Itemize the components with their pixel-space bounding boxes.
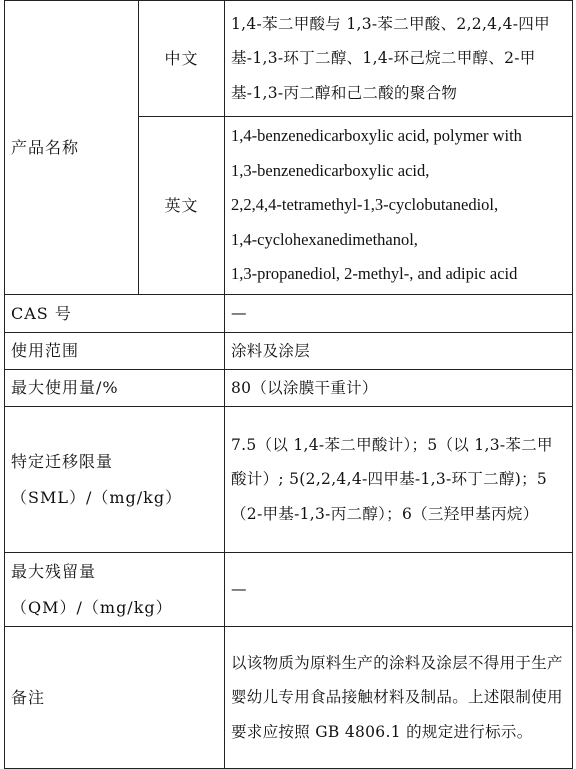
- row-scope: [5, 333, 573, 370]
- sml-label-line: （SML）/（mg/kg）: [11, 487, 183, 507]
- product-name-en-line: 1,4-benzenedicarboxylic acid, polymer with: [231, 126, 522, 146]
- product-name-zh-value: 1,4-苯二甲酸与 1,3-苯二甲酸、2,2,4,4-四甲基-1,3-环丁二醇、1,4-环己烷二甲醇、2-甲基-1,3-丙二醇和己二酸的聚合物: [225, 1, 573, 117]
- row-max-use: [5, 370, 573, 407]
- product-name-zh-label: 中文: [139, 1, 225, 117]
- sml-label-line: 特定迁移限量: [11, 451, 114, 471]
- product-name-en-label: 英文: [139, 117, 225, 295]
- row-remarks: [5, 627, 573, 769]
- qm-label: [5, 553, 225, 627]
- product-name-en-line: 2,2,4,4-tetramethyl-1,3-cyclobutanediol,: [231, 195, 499, 215]
- row-sml: [5, 407, 573, 553]
- scope-label: 使用范围: [5, 333, 225, 370]
- product-name-en-line: 1,3-propanediol, 2-methyl-, and adipic acid: [231, 264, 518, 284]
- product-name-en-line: 1,3-benzenedicarboxylic acid,: [231, 160, 430, 180]
- qm-label-line: （QM）/（mg/kg）: [11, 597, 173, 617]
- qm-label-line: 最大残留量: [11, 561, 97, 581]
- remarks-label: 备注: [5, 627, 225, 769]
- scope-value: 涂料及涂层: [225, 333, 573, 370]
- cas-label: CAS 号: [5, 295, 225, 333]
- row-cas: [5, 295, 573, 333]
- row-qm: [5, 553, 573, 627]
- cas-value: —: [225, 295, 573, 333]
- product-name-en-value: [225, 117, 573, 295]
- row-product-name-zh: [5, 1, 573, 117]
- qm-value: —: [225, 553, 573, 627]
- sml-label: [5, 407, 225, 553]
- product-name-en-line: 1,4-cyclohexanedimethanol,: [231, 229, 418, 249]
- product-name-label: 产品名称: [5, 1, 139, 295]
- substance-spec-table: [4, 0, 573, 769]
- sml-value: 7.5（以 1,4-苯二甲酸计）；5（以 1,3-苯二甲酸计）; 5(2,2,4,4-四甲基-1,3-环丁二醇)；5（2-甲基-1,3-丙二醇）；6（三羟甲基丙烷）: [225, 407, 573, 553]
- max-use-label: 最大使用量/%: [5, 370, 225, 407]
- max-use-value: 80（以涂膜干重计）: [225, 370, 573, 407]
- remarks-value: 以该物质为原料生产的涂料及涂层不得用于生产婴幼儿专用食品接触材料及制品。上述限制使用要求应按照 GB 4806.1 的规定进行标示。: [225, 627, 573, 769]
